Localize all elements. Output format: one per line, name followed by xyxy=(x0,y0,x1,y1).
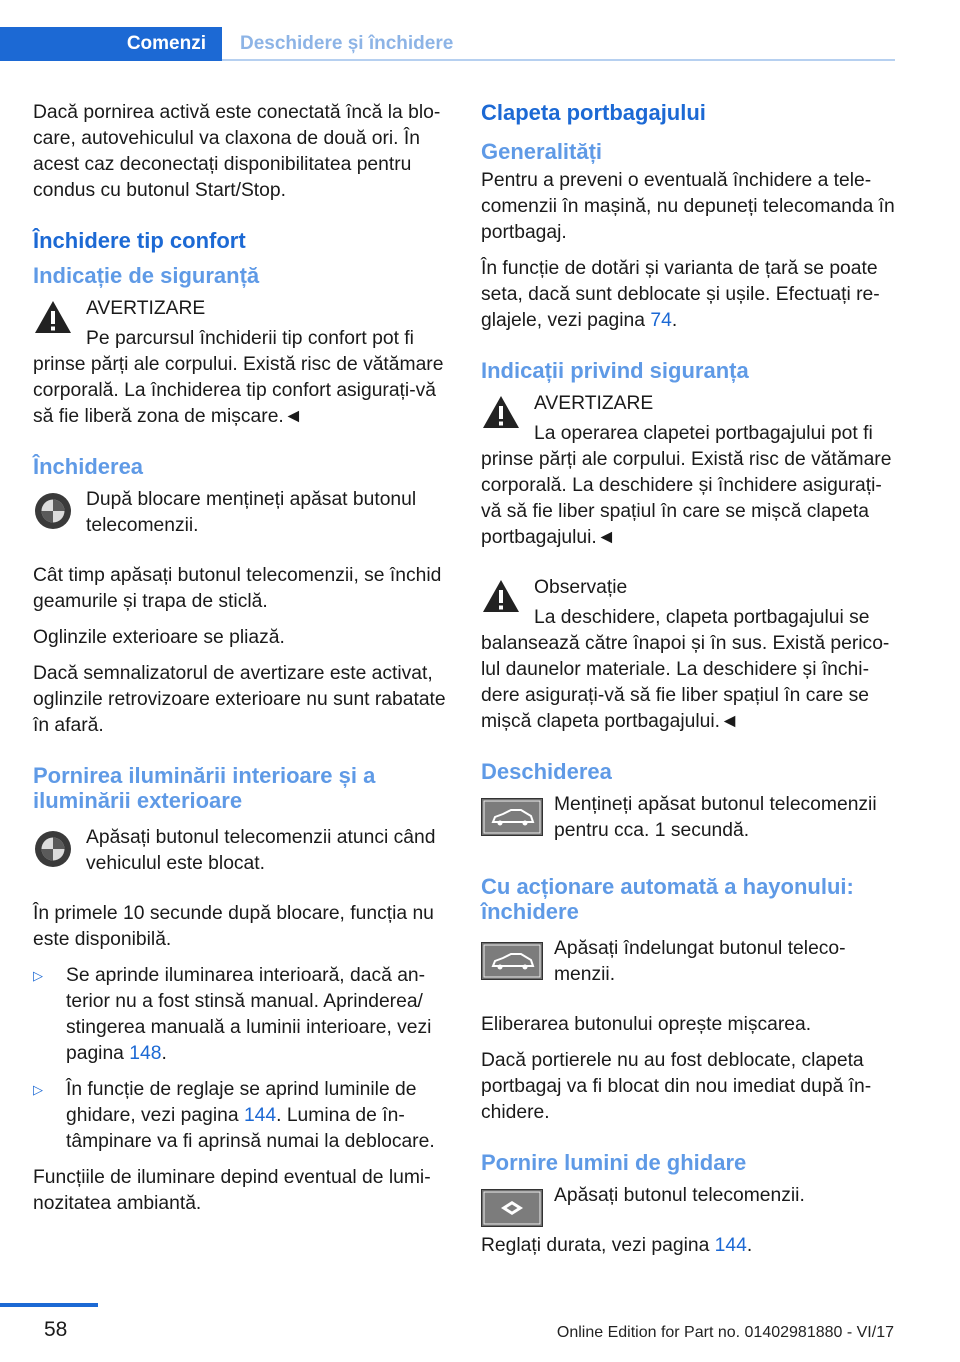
edition-note: Online Edition for Part no. 01402981880 - VI/17 xyxy=(556,1324,894,1341)
page-link-148[interactable]: 148 xyxy=(129,1043,162,1064)
lights-instruction xyxy=(33,825,449,877)
indicator-paragraph: Dacă semnalizatorul de avertizare este activat, oglinzile retrovizoare exterioare nu sunt rabatate în afară. xyxy=(33,663,446,736)
guide-lights-instruction-text: Apăsați butonul telecomenzii. xyxy=(554,1185,805,1206)
mirrors-paragraph: Oglinzile exterioare se pliază. xyxy=(33,627,285,648)
heading-closing: Închiderea xyxy=(33,454,144,479)
auto-close-instruction xyxy=(481,936,896,988)
general-paragraph-1: Pentru a preveni o eventuală închidere a telecomenzii în mașină, nu depuneți telecomanda în portbagaj. xyxy=(481,170,895,243)
heading-lights: Pornirea iluminării interioare și a iluminării exterioare xyxy=(33,763,376,813)
ambient-paragraph: Funcțiile de iluminare depind eventual de luminozitatea ambiantă. xyxy=(33,1167,431,1214)
header-tabs xyxy=(0,27,895,61)
warning-title: AVERTIZARE xyxy=(534,393,654,414)
closing-instruction-text: După blocare mențineți apăsat butonul telecomenzii. xyxy=(86,489,417,536)
left-column xyxy=(33,100,449,1227)
heading-guide-lights: Pornire lumini de ghidare xyxy=(481,1150,747,1175)
list-item: ▷ În funcție de reglaje se aprind luminile de ghidare, vezi pagina 144. Lumina de întâmpinare va fi aprinsă numai la deblocare. xyxy=(33,1079,435,1152)
closing-instruction xyxy=(33,487,449,539)
right-column xyxy=(481,100,896,1269)
duration-paragraph: Reglați durata, vezi pagina 144. xyxy=(481,1235,753,1256)
tailgate-open-button-icon xyxy=(481,798,543,841)
warning-text: La operarea clapetei portbagajului pot fi prinse părți ale corpului. Există risc de vătămare corporală. La deschidere și închidere asigurați-vă să fie liber spațiul în care se mișcă clapeta portbagajului.◄ xyxy=(481,423,892,548)
windows-paragraph: Cât timp apăsați butonul telecomenzii, se închid geamurile și trapa de sticlă. xyxy=(33,565,442,612)
bmw-key-icon xyxy=(33,491,73,536)
heading-safety: Indicație de siguranță xyxy=(33,263,260,288)
warning-icon xyxy=(481,577,521,620)
release-paragraph: Eliberarea butonului oprește mișcarea. xyxy=(481,1014,812,1035)
heading-auto-close: Cu acționare automată a hayonului: închidere xyxy=(481,874,854,924)
heading-comfort-closing: Închidere tip confort xyxy=(33,228,246,253)
warning-title: AVERTIZARE xyxy=(86,298,206,319)
list-item: ▷ Se aprinde iluminarea interioară, dacă anterior nu a fost stinsă manual. Aprinderea/ stingerea manuală a luminii interioare, vezi pagina 148. xyxy=(33,965,432,1064)
warning-text: Pe parcursul închiderii tip confort pot fi prinse părți ale corpului. Există risc de vătămare corporală. La închiderea tip confort asigurați-vă să fie liberă zona de mișcare.◄ xyxy=(33,328,444,427)
page-link-74[interactable]: 74 xyxy=(650,310,672,331)
warning-icon xyxy=(33,298,73,341)
tailgate-open-button-icon xyxy=(481,942,543,985)
general-paragraph-2: În funcție de dotări și varianta de țară se poate seta, dacă sunt deblocate și ușile. Efectuați reglajele, vezi pagina 74. xyxy=(481,258,880,331)
page-number: 58 xyxy=(44,1318,68,1341)
note-title: Observație xyxy=(534,577,628,598)
warning-icon xyxy=(481,393,521,436)
opening-instruction xyxy=(481,792,896,844)
guide-lights-instruction xyxy=(481,1183,896,1209)
opening-instruction-text: Mențineți apăsat butonul telecomenzii pentru cca. 1 secundă. xyxy=(554,794,877,841)
page-link-144[interactable]: 144 xyxy=(714,1235,747,1256)
header-rule xyxy=(222,59,895,61)
auto-close-instruction-text: Apăsați îndelungat butonul telecomenzii. xyxy=(554,938,846,985)
lights-instruction-text: Apăsați butonul telecomenzii atunci când vehiculul este blocat. xyxy=(86,827,436,874)
warning-block xyxy=(33,296,449,430)
footer-rule xyxy=(0,1303,98,1307)
note-text: La deschidere, clapeta portbagajului se balansează către înapoi și în sus. Există pericolul daunelor materiale. La deschidere și închidere asigurați-vă să fie liber spațiul în care se mișcă clapeta portbagajului.◄ xyxy=(481,607,890,732)
doors-paragraph: Dacă portierele nu au fost deblocate, clapeta portbagaj va fi blocat din nou imediat după închidere. xyxy=(481,1050,872,1123)
guide-lights-button-icon xyxy=(481,1189,543,1232)
bullet-marker: ▷ xyxy=(33,968,43,983)
tab-deschidere[interactable]: Deschidere și închidere xyxy=(240,33,454,54)
heading-tailgate: Clapeta portbagajului xyxy=(481,100,706,125)
note-block xyxy=(481,575,896,735)
heading-general: Generalități xyxy=(481,139,603,164)
heading-safety-notes: Indicații privind siguranța xyxy=(481,358,749,383)
lights-bullet-list xyxy=(33,963,449,1155)
bullet-marker: ▷ xyxy=(33,1082,43,1097)
bmw-key-icon xyxy=(33,829,73,874)
intro-paragraph: Dacă pornirea activă este conectată încă la blocare, autovehiculul va claxona de două ori. În acest caz deconectați disponibilitatea pentru condus cu butonul Start/Stop. xyxy=(33,102,441,201)
page-link-144[interactable]: 144 xyxy=(243,1105,277,1126)
heading-opening: Deschiderea xyxy=(481,759,612,784)
warning-block xyxy=(481,391,896,551)
first10-paragraph: În primele 10 secunde după blocare, funcția nu este disponibilă. xyxy=(33,903,434,950)
tab-comenzi[interactable]: Comenzi xyxy=(0,27,222,61)
